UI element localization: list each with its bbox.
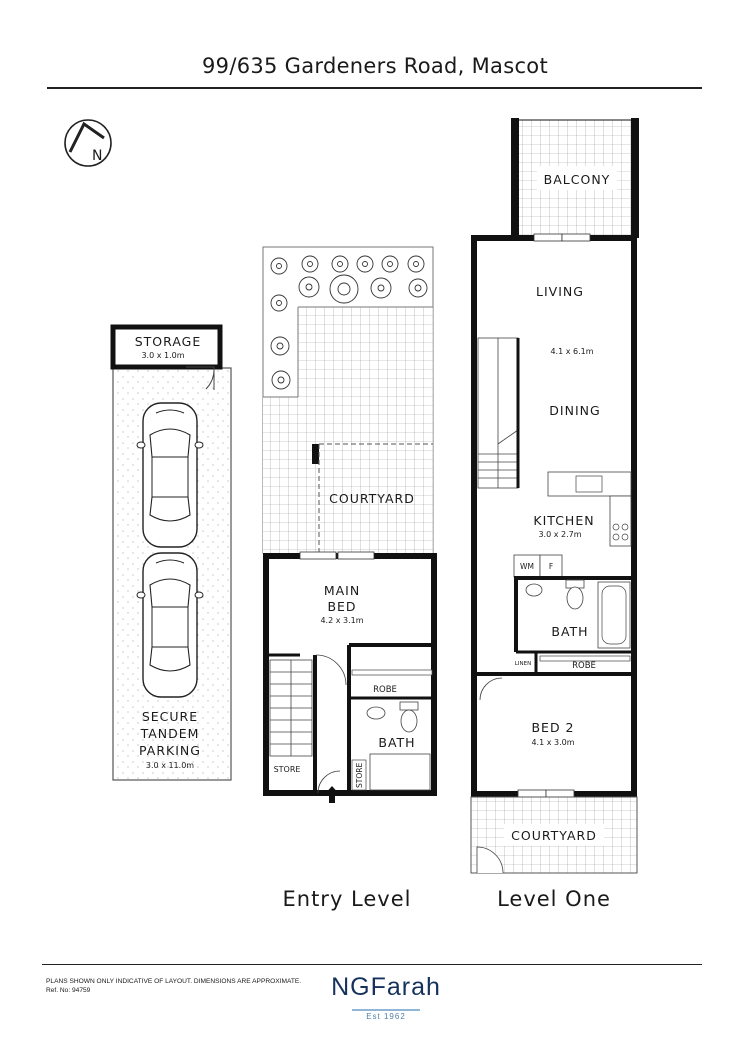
footer-disclaimer bbox=[46, 977, 301, 995]
entry-level-house bbox=[266, 552, 434, 803]
level-one-courtyard bbox=[471, 797, 637, 873]
balcony-label: BALCONY bbox=[543, 172, 611, 187]
entry-bath-label: BATH bbox=[378, 735, 416, 750]
footer-divider bbox=[42, 964, 702, 965]
main-bed-label-line-1: MAIN bbox=[323, 583, 361, 598]
linen-label: LINEN bbox=[514, 661, 532, 667]
parking-area bbox=[113, 327, 231, 780]
brand-established: Est 1962 bbox=[352, 1009, 420, 1022]
washing-machine-label: WM bbox=[520, 562, 534, 571]
entry-courtyard bbox=[263, 247, 433, 553]
level-one-courtyard-label: COURTYARD bbox=[511, 828, 597, 843]
main-bed-dims: 4.2 x 3.1m bbox=[320, 616, 364, 625]
reference-number: Ref. No: 94759 bbox=[46, 987, 91, 994]
parking-label-line-1: SECURE bbox=[141, 709, 199, 724]
entry-level-title: Entry Level bbox=[282, 887, 412, 911]
living-dims: 4.1 x 6.1m bbox=[550, 347, 594, 356]
balcony bbox=[511, 118, 639, 238]
north-compass-icon bbox=[65, 120, 111, 166]
disclaimer-text: PLANS SHOWN ONLY INDICATIVE OF LAYOUT. DIMENSIONS ARE APPROXIMATE. bbox=[46, 978, 302, 985]
parking-label-line-2: TANDEM bbox=[140, 726, 200, 741]
agency-logo bbox=[316, 970, 456, 1023]
living-label: LIVING bbox=[536, 284, 584, 299]
parking-label-line-3: PARKING bbox=[139, 743, 201, 758]
entry-store-left-label: STORE bbox=[273, 765, 301, 774]
kitchen-label: KITCHEN bbox=[533, 513, 595, 528]
compass-north-label: N bbox=[92, 148, 103, 164]
car-icon bbox=[137, 403, 203, 547]
fridge-label: F bbox=[548, 562, 554, 571]
storage-dims: 3.0 x 1.0m bbox=[141, 351, 185, 360]
storage-label: STORAGE bbox=[134, 334, 202, 349]
dining-label: DINING bbox=[549, 403, 601, 418]
kitchen-dims: 3.0 x 2.7m bbox=[538, 530, 582, 539]
entry-store-right-label: STORE bbox=[355, 762, 364, 788]
level-one-title: Level One bbox=[497, 887, 611, 911]
brand-name: NGFarah bbox=[331, 973, 441, 1001]
main-bed-label-line-2: BED bbox=[327, 599, 357, 614]
page-title: 99/635 Gardeners Road, Mascot bbox=[202, 54, 548, 78]
bed-2-label: BED 2 bbox=[531, 720, 575, 735]
car-icon bbox=[137, 553, 203, 697]
entry-robe-label: ROBE bbox=[373, 685, 397, 695]
level-one-house bbox=[474, 234, 634, 797]
entry-courtyard-label: COURTYARD bbox=[329, 491, 415, 506]
parking-dims: 3.0 x 11.0m bbox=[145, 761, 195, 770]
level-one-robe-label: ROBE bbox=[572, 661, 596, 671]
bed-2-dims: 4.1 x 3.0m bbox=[531, 738, 575, 747]
level-one-bath-label: BATH bbox=[551, 624, 589, 639]
